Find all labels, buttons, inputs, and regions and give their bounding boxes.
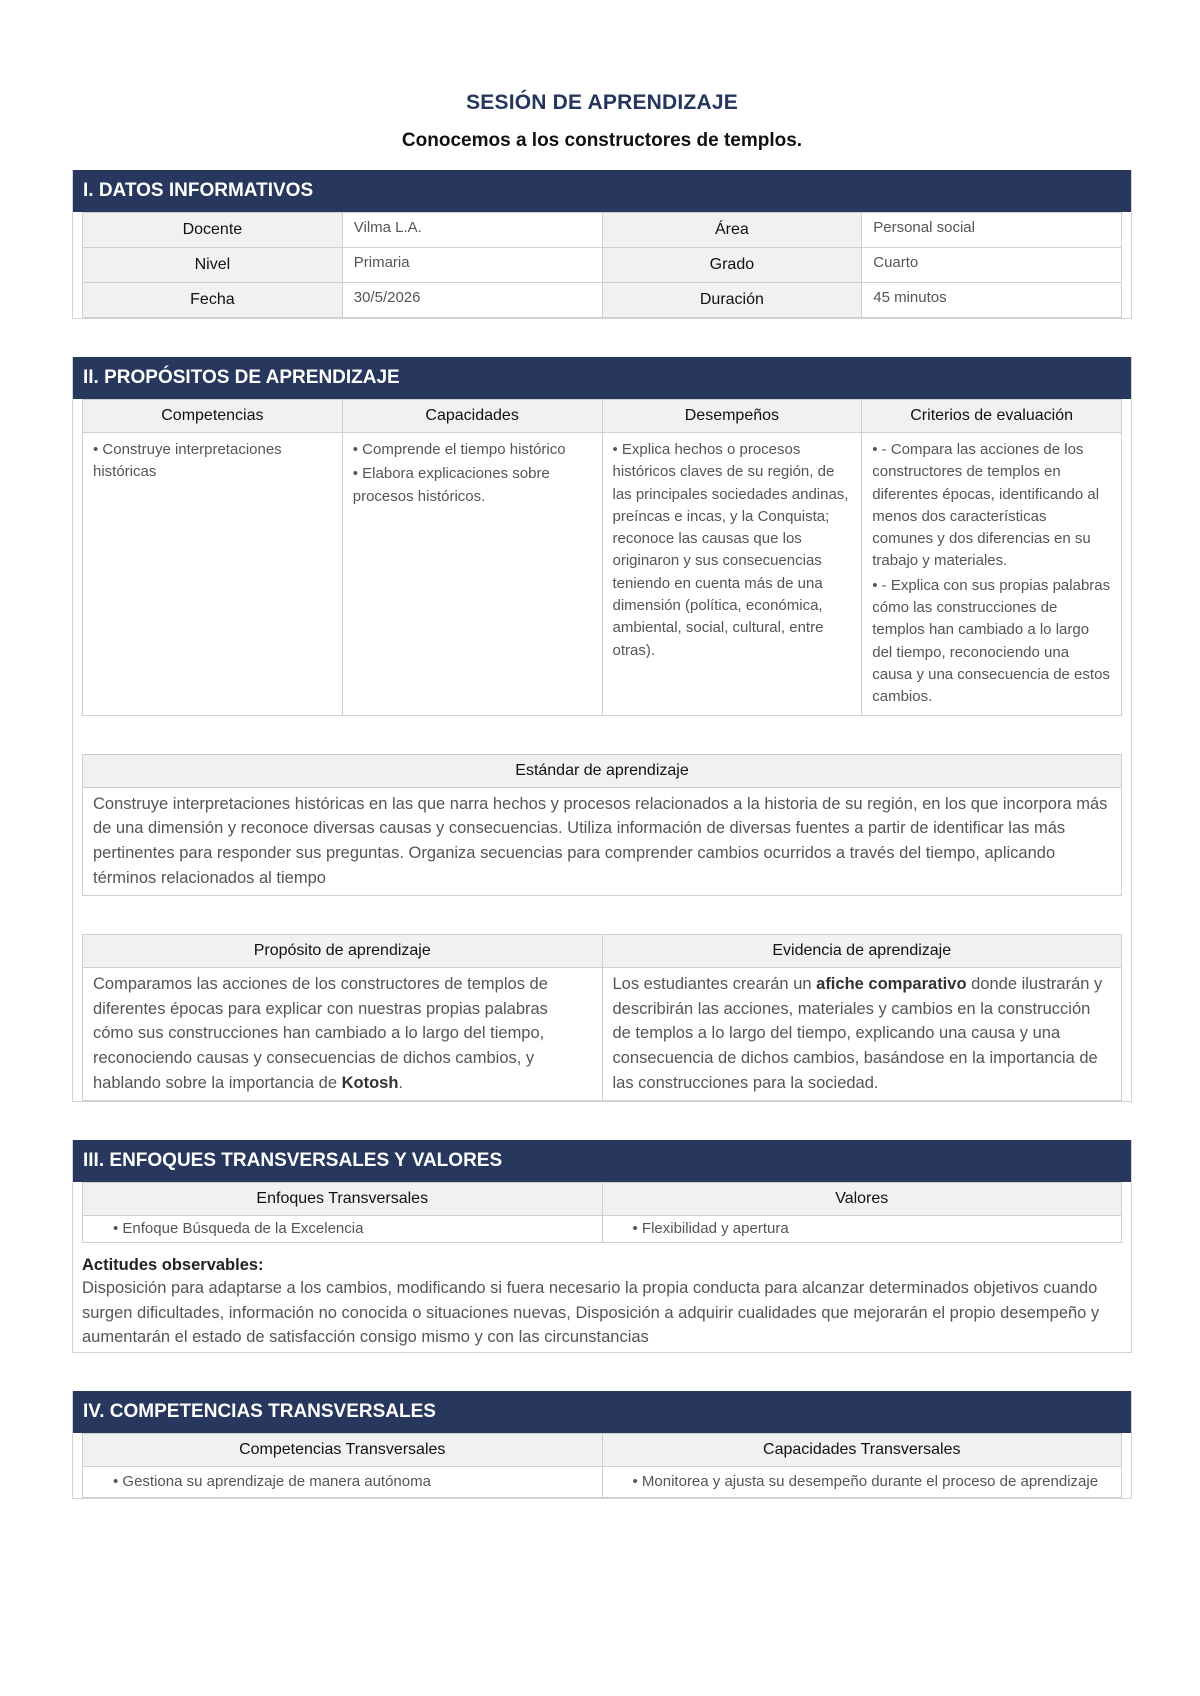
field-label: Área bbox=[602, 213, 862, 248]
bold-term: Kotosh bbox=[341, 1073, 399, 1092]
field-value: Personal social bbox=[862, 213, 1122, 248]
competencia-cell: • Gestiona su aprendizaje de manera autónoma bbox=[83, 1467, 603, 1498]
list-item: • Comprende el tiempo histórico bbox=[352, 441, 566, 458]
evidencia-text: Los estudiantes crearán un afiche comparativo donde ilustrarán y describirán las acciones, materiales y cambios en la construcción de templos a lo largo del tiempo, explicando una causa y una consecuencia de dichos cambios, basándose en la importancia de las construcciones para la sociedad. bbox=[602, 967, 1122, 1100]
actitudes-title: Actitudes observables: bbox=[82, 1255, 264, 1274]
section-heading: III. ENFOQUES TRANSVERSALES Y VALORES bbox=[73, 1140, 1131, 1182]
column-header: Competencias bbox=[83, 400, 343, 433]
enfoques-table bbox=[82, 1182, 1122, 1243]
document-subtitle: Conocemos a los constructores de templos. bbox=[401, 130, 803, 151]
field-label: Fecha bbox=[83, 283, 343, 318]
estandar-table bbox=[82, 754, 1122, 896]
desempenos-cell bbox=[602, 433, 862, 716]
field-label: Duración bbox=[602, 283, 862, 318]
column-header: Capacidades bbox=[342, 400, 602, 433]
field-value: Cuarto bbox=[862, 248, 1122, 283]
list-item: • - Explica con sus propias palabras cómo las construcciones de templos han cambiado a lo largo del tiempo, reconociendo una causa y una consecuencia de estos cambios. bbox=[872, 576, 1111, 706]
proposito-evidencia-table bbox=[82, 934, 1122, 1101]
table-row bbox=[83, 248, 1122, 283]
proposito-heading: Propósito de aprendizaje bbox=[83, 934, 603, 967]
column-header: Capacidades Transversales bbox=[602, 1434, 1122, 1467]
field-label: Nivel bbox=[83, 248, 343, 283]
column-header: Enfoques Transversales bbox=[83, 1182, 603, 1215]
estandar-text: Construye interpretaciones históricas en las que narra hechos y procesos relacionados a la historia de su región, en los que incorpora más de una dimensión y reconoce diversas causas y consecuencias. Utiliza información de diversas fuentes a partir de identificar las más pertinentes para responder sus preguntas. Organiza secuencias para comprender cambios ocurridos a través del tiempo, aplicando términos relacionados al tiempo bbox=[83, 787, 1122, 895]
field-label: Docente bbox=[83, 213, 343, 248]
section-heading: IV. COMPETENCIAS TRANSVERSALES bbox=[73, 1391, 1131, 1433]
propositos-table bbox=[82, 399, 1122, 716]
table-row bbox=[83, 283, 1122, 318]
competencias-cell bbox=[83, 433, 343, 716]
evidencia-heading: Evidencia de aprendizaje bbox=[602, 934, 1122, 967]
list-item: • - Compara las acciones de los constructores de templos en diferentes épocas, identificando al menos dos características comunes y dos diferencias en su trabajo y materiales. bbox=[872, 441, 1100, 570]
estandar-heading: Estándar de aprendizaje bbox=[83, 754, 1122, 787]
competencias-transversales-table bbox=[82, 1433, 1122, 1498]
criterios-cell bbox=[862, 433, 1122, 716]
table-row bbox=[83, 213, 1122, 248]
column-header: Competencias Transversales bbox=[83, 1434, 603, 1467]
field-value: 30/5/2026 bbox=[342, 283, 602, 318]
list-item: • Explica hechos o procesos históricos claves de su región, de las principales sociedades andinas, preíncas e incas, y la Conquista; reconoce las causas que los originaron y sus consecuencias teniendo en cuenta más de una dimensión (política, económica, ambiental, social, cultural, entre otras). bbox=[612, 441, 849, 659]
actitudes-text: Disposición para adaptarse a los cambios, modificando si fuera necesario la propia conducta para alcanzar determinados objetivos cuando surgen dificultades, información no conocida o situaciones nuevas, Disposición a adquirir cualidades que mejorarán el propio desempeño y aumentarán el estado de satisfacción consigo mismo y con las circunstancias bbox=[82, 1278, 1100, 1347]
enfoque-cell: • Enfoque Búsqueda de la Excelencia bbox=[83, 1215, 603, 1242]
section-enfoques bbox=[72, 1140, 1132, 1353]
section-heading: I. DATOS INFORMATIVOS bbox=[73, 170, 1131, 212]
section-heading: II. PROPÓSITOS DE APRENDIZAJE bbox=[73, 357, 1131, 399]
datos-table bbox=[82, 212, 1122, 318]
list-item: • Elabora explicaciones sobre procesos históricos. bbox=[352, 465, 550, 505]
capacidad-cell: • Monitorea y ajusta su desempeño durante el proceso de aprendizaje bbox=[602, 1467, 1122, 1498]
bold-term: afiche comparativo bbox=[816, 974, 967, 993]
column-header: Criterios de evaluación bbox=[862, 400, 1122, 433]
valor-cell: • Flexibilidad y apertura bbox=[602, 1215, 1122, 1242]
field-value: 45 minutos bbox=[862, 283, 1122, 318]
field-label: Grado bbox=[602, 248, 862, 283]
list-item: • Construye interpretaciones históricas bbox=[93, 441, 282, 481]
document-page bbox=[72, 88, 1132, 1499]
section-competencias-transversales bbox=[72, 1391, 1132, 1499]
section-propositos bbox=[72, 357, 1132, 1102]
section-datos-informativos bbox=[72, 170, 1132, 319]
column-header: Desempeños bbox=[602, 400, 862, 433]
proposito-text: Comparamos las acciones de los constructores de templos de diferentes épocas para explicar con nuestras propias palabras cómo sus construcciones han cambiado a lo largo del tiempo, reconociendo causas y consecuencias de dichos cambios, y hablando sobre la importancia de Kotosh. bbox=[83, 967, 603, 1100]
column-header: Valores bbox=[602, 1182, 1122, 1215]
document-title: SESIÓN DE APRENDIZAJE bbox=[466, 91, 738, 114]
capacidades-cell bbox=[342, 433, 602, 716]
field-value: Vilma L.A. bbox=[342, 213, 602, 248]
field-value: Primaria bbox=[342, 248, 602, 283]
